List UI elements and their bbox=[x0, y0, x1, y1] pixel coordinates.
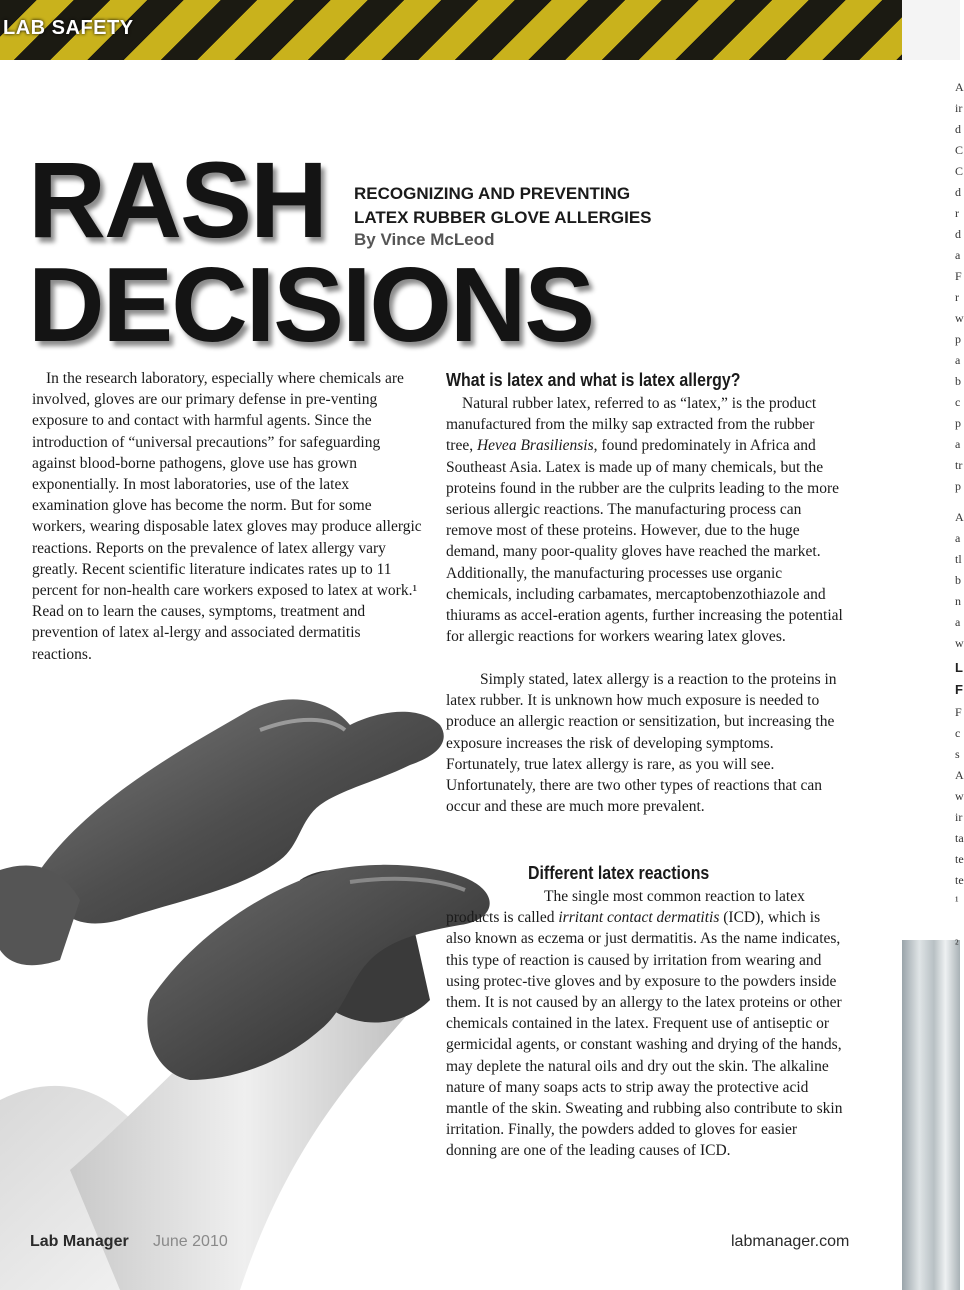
next-page-fragment: p bbox=[955, 332, 961, 346]
next-page-fragment: r bbox=[955, 290, 959, 304]
next-page-gutter bbox=[902, 0, 960, 60]
next-page-fragment: A bbox=[955, 510, 964, 524]
next-page-fragment: F bbox=[955, 682, 963, 697]
next-page-photo bbox=[902, 940, 960, 1290]
next-page-fragment: F bbox=[955, 705, 962, 719]
term-icd: irritant contact dermatitis bbox=[558, 909, 720, 927]
next-page-fragment: a bbox=[955, 437, 961, 451]
next-page-fragment: w bbox=[955, 311, 964, 325]
next-page-fragment: te bbox=[955, 852, 964, 866]
next-page-fragment: n bbox=[955, 594, 961, 608]
next-page-fragment: p bbox=[955, 416, 961, 430]
next-page-fragment: r bbox=[955, 206, 959, 220]
intro-paragraph: In the research laboratory, especially where chemicals are involved, gloves are our primary defense in pre-venting exposure to and contact with harmful agents. Since the introduction of “universal precautions” for safeguarding against blood-borne pathogens, glove use has grown exponentially. In most laboratories, use of the latex examination glove has become the norm. But for some workers, wearing disposable latex gloves may produce allergic reactions. Reports on the prevalence of latex allergy vary greatly. Recent scientific literature indicates rates up to 11 percent for non-health care workers exposed to latex at work.¹ Read on to learn the causes, symptoms, treatment and prevention of latex al-lergy and associated dermatitis reactions. bbox=[32, 370, 422, 663]
footer-publication-name: Lab Manager bbox=[30, 1233, 129, 1250]
next-page-fragment: b bbox=[955, 374, 961, 388]
deck-line-2: LATEX RUBBER GLOVE ALLERGIES bbox=[354, 208, 652, 227]
next-page-fragment: C bbox=[955, 164, 964, 178]
next-page-fragment: ² bbox=[955, 937, 959, 951]
next-page-fragment: w bbox=[955, 789, 964, 803]
section-heading-latex-reactions: Different latex reactions bbox=[528, 862, 710, 883]
next-page-fragment: L bbox=[955, 660, 963, 675]
next-page-fragment: ¹ bbox=[955, 894, 959, 908]
latex-allergy-paragraph: Simply stated, latex allergy is a reaction to the proteins in latex rubber. It is unknown how much exposure is needed to produce an allergic reaction or sensitization, but increasing the exposure increases the risk of developing symptoms. Fortunately, true latex allergy is rare, as you will see. Unfortunately, there are two other types of reactions that can occur and these are much more prevalent. bbox=[446, 671, 837, 816]
next-page-fragment: p bbox=[955, 479, 961, 493]
deck-line-1: RECOGNIZING AND PREVENTING bbox=[354, 184, 631, 203]
headline-line-2: DECISIONS bbox=[28, 246, 594, 364]
latex-definition-paragraph: Natural rubber latex, referred to as “latex,” is the product manufactured from the milky sap extracted from the rubber tree, Hevea Brasiliensis, found predominately in Africa and Southeast Asia. Latex is made up of many chemicals, but the proteins found in the rubber are the culprits leading to the more serious allergic reactions. The manufacturing process can remove most of these proteins. However, due to the huge demand, many poor-quality gloves have reached the market. Additionally, the manufacturing processes use organic chemicals, including carbamates, mercaptobenzothiazole and thiurams as accel-eration agents, further increasing the potential for allergic reactions for workers wearing latex gloves. bbox=[446, 395, 843, 646]
hazard-stripe-banner bbox=[0, 0, 902, 60]
next-page-fragment: a bbox=[955, 353, 961, 367]
next-page-fragment: F bbox=[955, 269, 962, 283]
next-page-fragment: A bbox=[955, 80, 964, 94]
next-page-fragment: d bbox=[955, 227, 961, 241]
next-page-fragment: s bbox=[955, 747, 960, 761]
species-name: Hevea Brasiliensis bbox=[476, 437, 594, 455]
gloved-hands-illustration bbox=[0, 670, 520, 1290]
next-page-fragment: ir bbox=[955, 101, 963, 115]
section-heading-what-is-latex: What is latex and what is latex allergy? bbox=[446, 369, 741, 390]
next-page-fragment: A bbox=[955, 768, 964, 782]
next-page-fragment: w bbox=[955, 636, 964, 650]
next-page-fragment: d bbox=[955, 185, 961, 199]
next-page-fragment: C bbox=[955, 143, 964, 157]
next-page-fragment: c bbox=[955, 726, 961, 740]
irritant-dermatitis-paragraph: The single most common reaction to latex products is called irritant contact dermatitis (ICD), which is also known as eczema or just dermatitis. As the name indicates, this type of reaction is caused by irritation from wearing and using protec-tive gloves and by exposure to the powders inside them. It is not caused by an allergy to the latex proteins or other chemicals contained in the latex. Frequent use of antiseptic or germicidal agents, or constant washing and drying of the hands, may deplete the natural oils and dry out the skin. The alkaline nature of many soaps acts to strip away the protective acid mantle of the skin. Sweating and rubbing also contribute to skin irritation. Finally, the powders added to gloves for easier donning are one of the leading causes of ICD. bbox=[446, 888, 843, 1160]
next-page-fragment: ir bbox=[955, 810, 963, 824]
next-page-fragment: tr bbox=[955, 458, 963, 472]
next-page-fragment: ta bbox=[955, 831, 964, 845]
next-page-fragment: c bbox=[955, 395, 961, 409]
next-page-fragment: a bbox=[955, 615, 961, 629]
section-label: LAB SAFETY bbox=[3, 17, 134, 39]
byline: By Vince McLeod bbox=[354, 230, 495, 249]
headline-line-1: RASH bbox=[28, 139, 327, 260]
footer-website: labmanager.com bbox=[731, 1233, 850, 1250]
next-page-fragment: te bbox=[955, 873, 964, 887]
next-page-fragment: a bbox=[955, 248, 961, 262]
next-page-fragment: a bbox=[955, 531, 961, 545]
footer-issue-date: June 2010 bbox=[153, 1233, 228, 1250]
deck bbox=[354, 182, 652, 230]
next-page-fragment: tl bbox=[955, 552, 962, 566]
next-page-fragment: d bbox=[955, 122, 961, 136]
next-page-fragment: b bbox=[955, 573, 961, 587]
